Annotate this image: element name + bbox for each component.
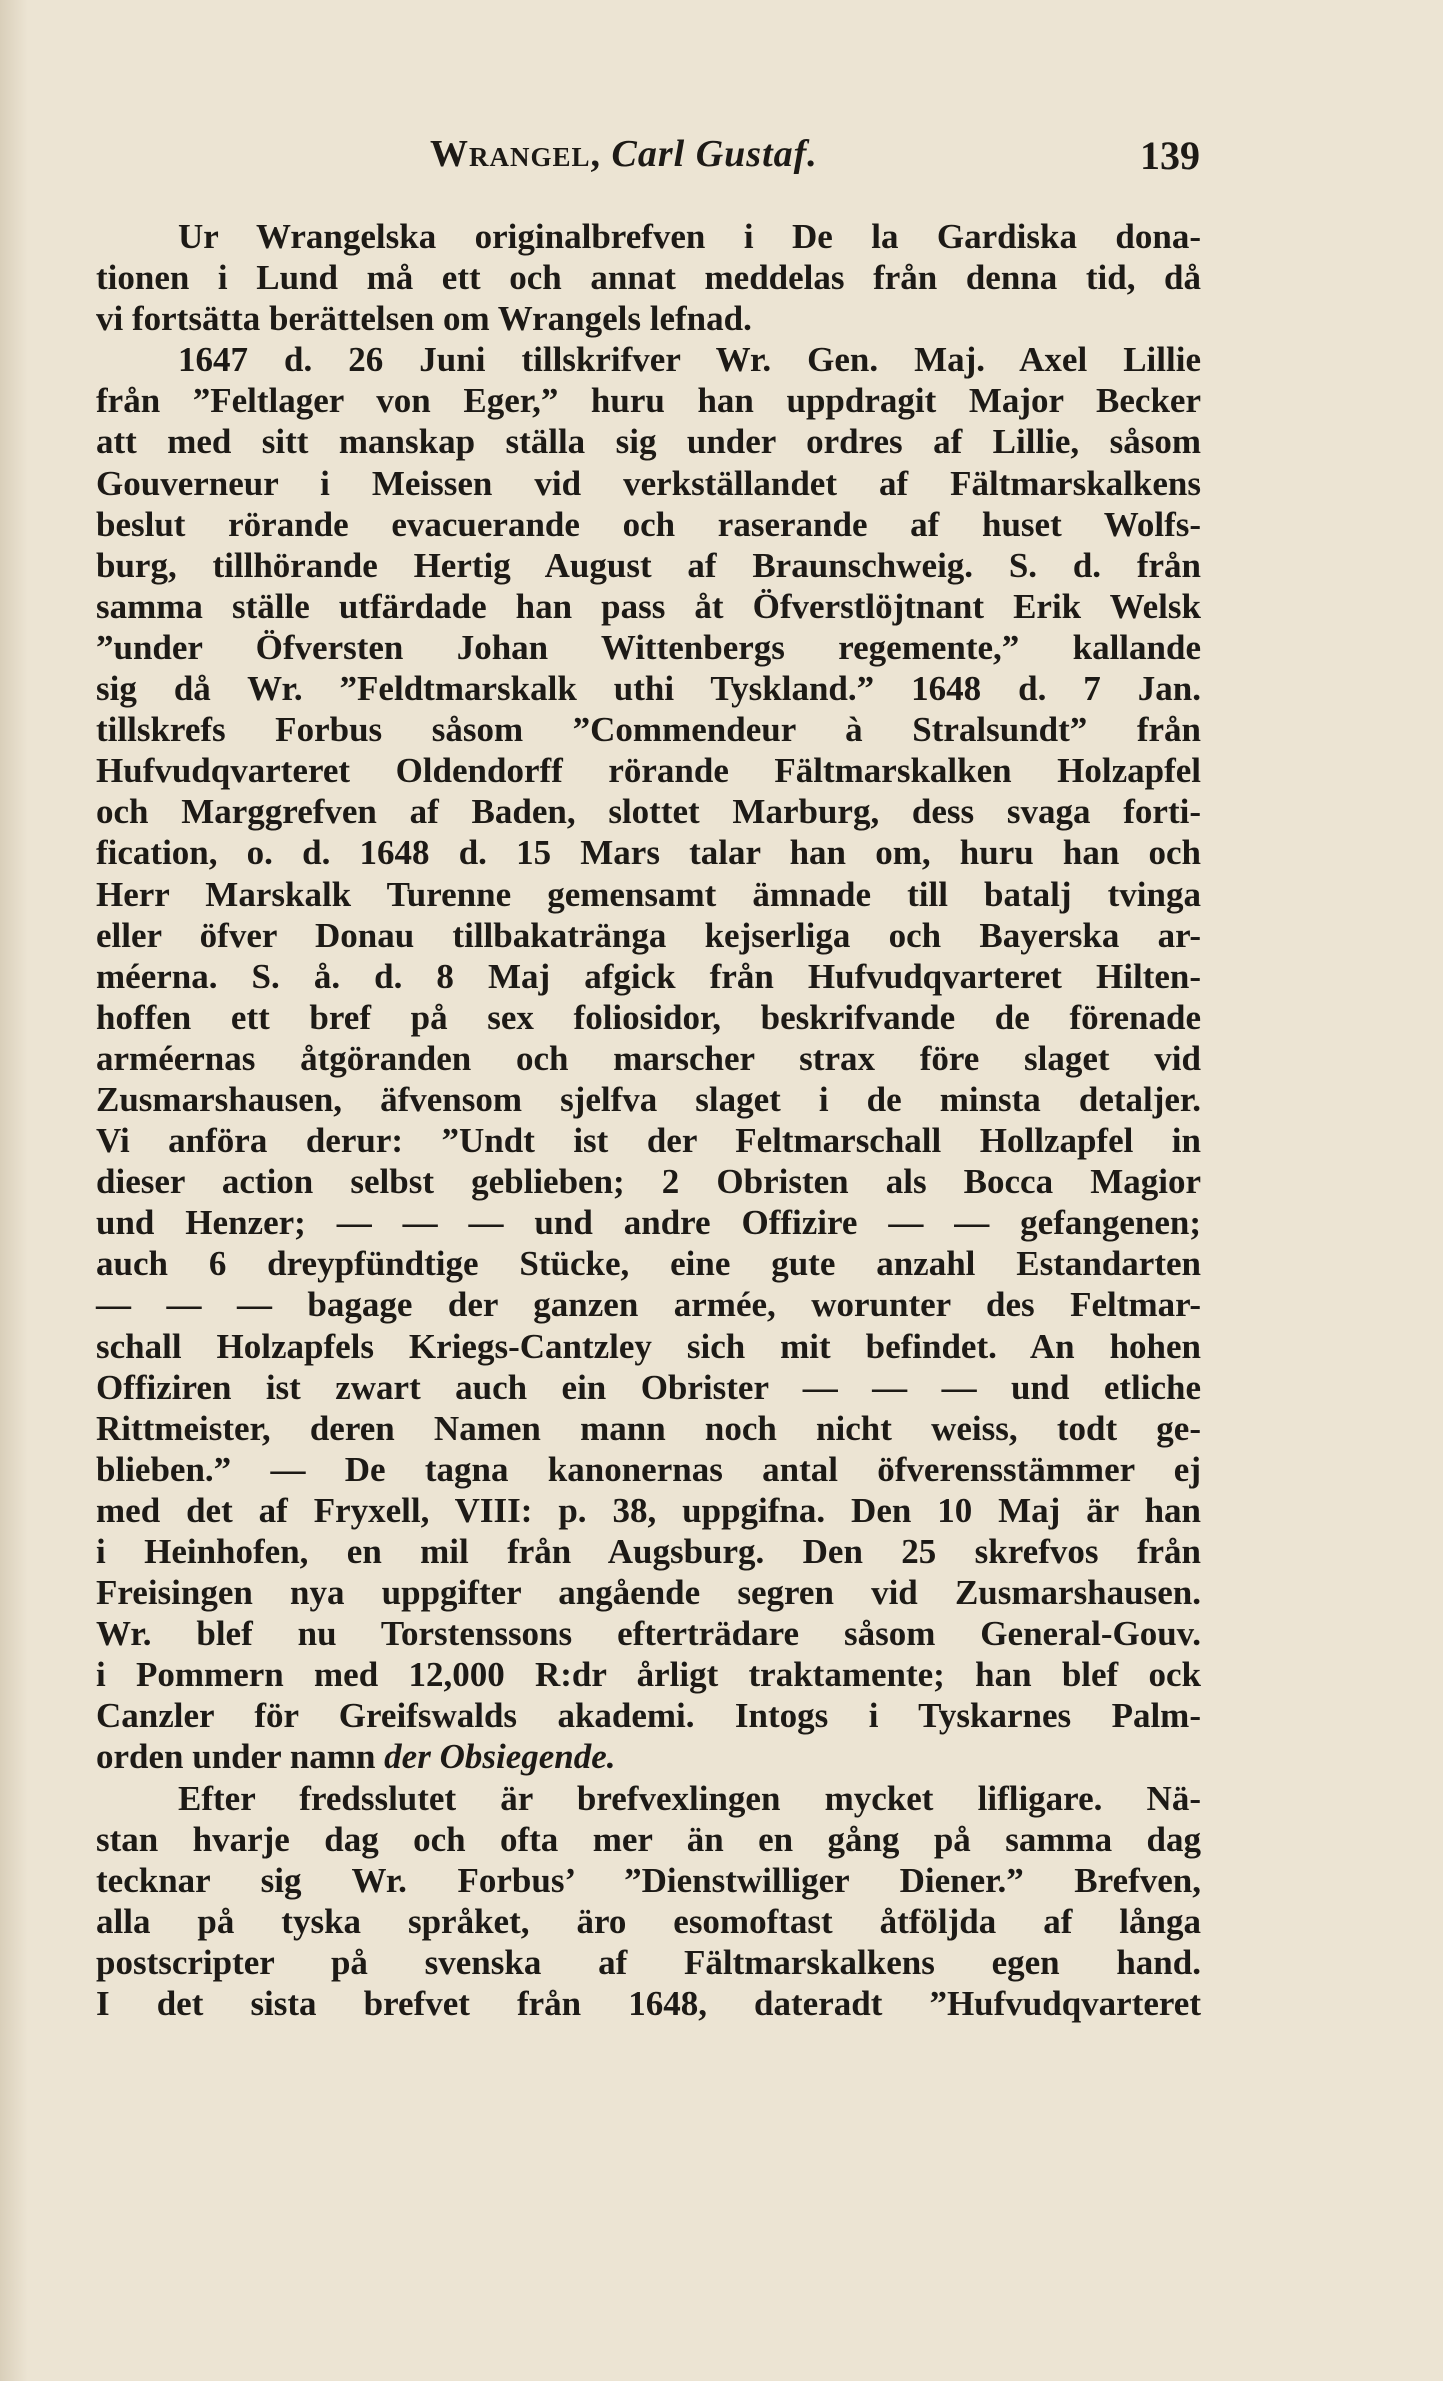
- text-line: och Marggrefven af Baden, slottet Marburg, dess svaga forti-: [96, 792, 1201, 832]
- running-head-surname: Wrangel,: [430, 133, 602, 175]
- text-line: Efter fredsslutet är brefvexlingen mycket lifligare. Nä-: [178, 1778, 1201, 1818]
- text-line: i Pommern med 12,000 R:dr årligt traktamente; han blef ock: [96, 1655, 1201, 1695]
- text-line: Ur Wrangelska originalbrefven i De la Gardiska dona-: [178, 217, 1201, 256]
- text-line: fication, o. d. 1648 d. 15 Mars talar han om, huru han och: [96, 833, 1201, 873]
- text-line: postscripter på svenska af Fältmarskalkens egen hand.: [96, 1942, 1201, 1982]
- text-line: ”under Öfversten Johan Wittenbergs regemente,” kallande: [96, 627, 1201, 667]
- text-line: blieben.” — De tagna kanonernas antal öfverensstämmer ej: [96, 1449, 1201, 1489]
- text-line: Canzler för Greifswalds akademi. Intogs i Tyskarnes Palm-: [96, 1696, 1201, 1736]
- text-line: alla på tyska språket, äro esomoftast åtföljda af långa: [96, 1901, 1201, 1941]
- text-line: eller öfver Donau tillbakatränga kejserliga och Bayerska ar-: [96, 915, 1201, 955]
- running-head-title: [430, 132, 818, 176]
- text-line: schall Holzapfels Kriegs-Cantzley sich mit befindet. An hohen: [96, 1326, 1201, 1366]
- text-line: i Heinhofen, en mil från Augsburg. Den 25 skrefvos från: [96, 1532, 1201, 1571]
- text-line: Hufvudqvarteret Oldendorff rörande Fältmarskalken Holzapfel: [96, 751, 1201, 791]
- text-line: tillskrefs Forbus såsom ”Commendeur à Stralsundt” från: [96, 710, 1201, 750]
- text-line-with-italic: [96, 1736, 1201, 1777]
- text-line: 1647 d. 26 Juni tillskrifver Wr. Gen. Maj. Axel Lillie: [178, 340, 1201, 380]
- page-edge-shadow: [0, 0, 28, 2381]
- text-line: vi fortsätta berättelsen om Wrangels lefnad.: [96, 299, 752, 339]
- text-line: — — — bagage der ganzen armée, worunter des Feltmar-: [96, 1285, 1201, 1325]
- running-header: [430, 132, 1200, 192]
- text-line: tecknar sig Wr. Forbus’ ”Dienstwilliger Diener.” Brefven,: [96, 1860, 1201, 1900]
- text-line: dieser action selbst geblieben; 2 Obristen als Bocca Magior: [96, 1162, 1201, 1202]
- text-line: Offiziren ist zwart auch ein Obrister — — — und etliche: [96, 1367, 1201, 1407]
- text-line: Gouverneur i Meissen vid verkställandet af Fältmarskalkens: [96, 463, 1201, 503]
- text-line: att med sitt manskap ställa sig under ordres af Lillie, såsom: [96, 422, 1201, 462]
- text-line: I det sista brefvet från 1648, dateradt ”Hufvudqvarteret: [96, 1984, 1201, 2024]
- text-line: hoffen ett bref på sex foliosidor, beskrifvande de förenade: [96, 997, 1201, 1037]
- text-line: Herr Marskalk Turenne gemensamt ämnade till batalj tvinga: [96, 874, 1201, 914]
- text-body: [96, 216, 1201, 2024]
- text-line-start: orden under namn: [96, 1737, 376, 1777]
- text-line: Freisingen nya uppgifter angående segren vid Zusmarshausen.: [96, 1573, 1201, 1613]
- text-line: sig då Wr. ”Feldtmarskalk uthi Tyskland.” 1648 d. 7 Jan.: [96, 669, 1201, 709]
- text-line: arméernas åtgöranden och marscher strax före slaget vid: [96, 1038, 1201, 1078]
- running-head-forenames: Carl Gustaf.: [611, 133, 818, 175]
- text-line: méerna. S. å. d. 8 Maj afgick från Hufvudqvarteret Hilten-: [96, 956, 1201, 996]
- text-line: tionen i Lund må ett och annat meddelas från denna tid, då: [96, 258, 1201, 298]
- text-line: beslut rörande evacuerande och raserande af huset Wolfs-: [96, 504, 1201, 544]
- italic-phrase: der Obsiegende.: [384, 1737, 616, 1777]
- text-line: Rittmeister, deren Namen mann noch nicht weiss, todt ge-: [96, 1408, 1201, 1448]
- text-line: stan hvarje dag och ofta mer än en gång på samma dag: [96, 1819, 1201, 1859]
- page-number: 139: [1140, 133, 1200, 178]
- text-line: Vi anföra derur: ”Undt ist der Feltmarschall Hollzapfel in: [96, 1121, 1201, 1161]
- text-line: Wr. blef nu Torstenssons efterträdare såsom General-Gouv.: [96, 1614, 1201, 1654]
- text-line: auch 6 dreypfündtige Stücke, eine gute anzahl Estandarten: [96, 1244, 1201, 1284]
- text-line: und Henzer; — — — und andre Offizire — — gefangenen;: [96, 1203, 1201, 1243]
- text-line: från ”Feltlager von Eger,” huru han uppdragit Major Becker: [96, 381, 1201, 421]
- text-line: med det af Fryxell, VIII: p. 38, uppgifna. Den 10 Maj är han: [96, 1490, 1201, 1530]
- text-line: burg, tillhörande Hertig August af Braunschweig. S. d. från: [96, 545, 1201, 585]
- text-line: Zusmarshausen, äfvensom sjelfva slaget i de minsta detaljer.: [96, 1079, 1201, 1119]
- text-line: samma ställe utfärdade han pass åt Öfverstlöjtnant Erik Welsk: [96, 586, 1201, 626]
